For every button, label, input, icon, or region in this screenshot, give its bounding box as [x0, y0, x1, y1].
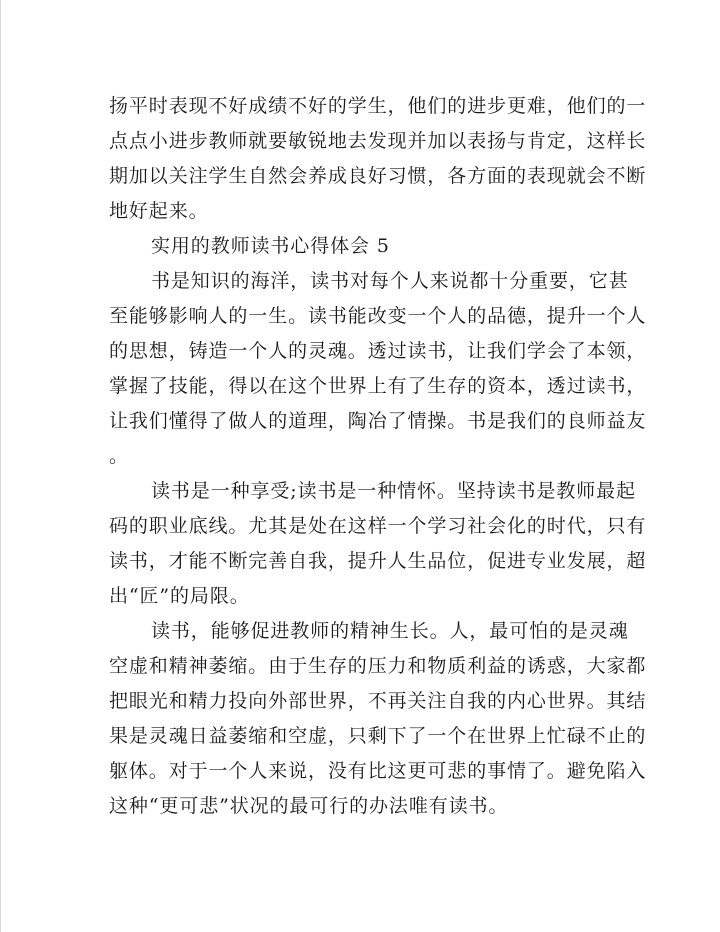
- section-heading: 实用的教师读书心得体会 5: [151, 235, 390, 257]
- text-line: 地好起来。: [109, 200, 209, 222]
- text-line: 读书，能够促进教师的精神生长。人，最可怕的是灵魂: [151, 620, 629, 642]
- text-line: 期加以关注学生自然会养成良好习惯，各方面的表现就会不断: [109, 165, 647, 187]
- text-line: 点点小进步教师就要敏锐地去发现并加以表扬与肯定，这样长: [109, 130, 647, 152]
- text-line: 躯体。对于一个人来说，没有比这更可悲的事情了。避免陷入: [109, 760, 647, 782]
- text-line: 把眼光和精力投向外部世界，不再关注自我的内心世界。其结: [109, 690, 647, 712]
- text-line: 读书，才能不断完善自我，提升人生品位，促进专业发展，超: [109, 550, 647, 572]
- text-line: 。: [109, 445, 129, 467]
- text-line: 的思想，铸造一个人的灵魂。透过读书，让我们学会了本领，: [109, 340, 647, 362]
- text-line: 书是知识的海洋，读书对每个人来说都十分重要，它甚: [151, 270, 629, 292]
- text-line: 空虚和精神萎缩。由于生存的压力和物质利益的诱惑，大家都: [109, 655, 647, 677]
- text-line: 让我们懂得了做人的道理，陶冶了情操。书是我们的良师益友: [109, 410, 647, 432]
- text-line: 这种“更可悲”状况的最可行的办法唯有读书。: [109, 795, 509, 817]
- text-line: 掌握了技能，得以在这个世界上有了生存的资本，透过读书，: [109, 375, 647, 397]
- text-line: 出“匠”的局限。: [109, 585, 250, 607]
- text-line: 码的职业底线。尤其是处在这样一个学习社会化的时代，只有: [109, 515, 647, 537]
- text-line: 读书是一种享受;读书是一种情怀。坚持读书是教师最起: [151, 480, 636, 502]
- text-line: 果是灵魂日益萎缩和空虚，只剩下了一个在世界上忙碌不止的: [109, 725, 647, 747]
- text-line: 扬平时表现不好成绩不好的学生，他们的进步更难，他们的一: [109, 95, 647, 117]
- text-line: 至能够影响人的一生。读书能改变一个人的品德，提升一个人: [109, 305, 647, 327]
